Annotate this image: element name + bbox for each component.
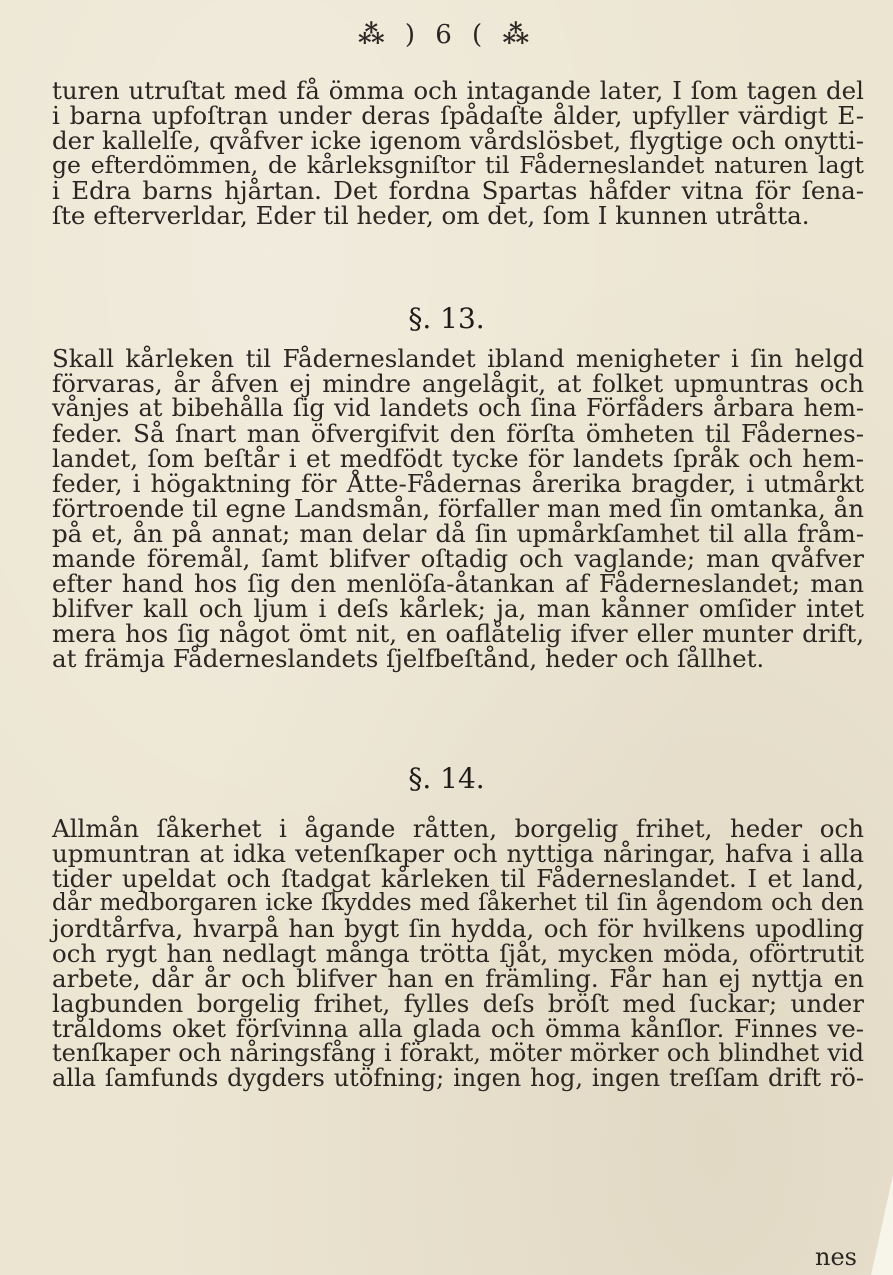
text-line: upmuntran at idka vetenſkaper och nyttiga nåringar, hafva i alla bbox=[52, 839, 864, 868]
catchword: nes bbox=[815, 1243, 857, 1271]
text-line: tråldoms oket förſvinna alla glada och ömma kånſlor. Finnes ve- bbox=[52, 1014, 864, 1043]
text-line: feder, i högaktning för Åtte-Fådernas årerika bragder, i utmårkt bbox=[52, 469, 864, 498]
text-line: vånjes at bibehålla ſig vid landets och ſina Förfåders årbara hem- bbox=[52, 394, 864, 422]
left-ornament: ⁂ bbox=[357, 20, 391, 50]
text-line: lagbunden borgelig frihet, fylles deſs bröſt med ſuckar; under bbox=[52, 989, 864, 1018]
section-14-body bbox=[52, 816, 864, 1091]
text-line: ſte efterverldar, Eder til heder, om det, ſom I kunnen utråtta. bbox=[52, 201, 810, 230]
text-line: der kallelſe, qvåfver icke igenom vårdslösbet, flygtige och onytti- bbox=[52, 126, 864, 155]
text-line: feder. Så ſnart man öfvergifvit den förſta ömheten til Fådernes- bbox=[52, 419, 864, 448]
text-line: och rygt han nedlagt många trötta ſjåt, mycken möda, oförtrutit bbox=[52, 939, 864, 968]
text-line: dår medborgaren icke ſkyddes med ſåkerhet til ſin ågendom och den bbox=[52, 890, 864, 916]
right-ornament: ⁂ bbox=[502, 20, 536, 50]
text-line: ge efterdömmen, de kårleksgniſtor til Fåderneslandet naturen lagt bbox=[52, 151, 864, 179]
text-line: alla ſamfunds dygders utöfning; ingen hog, ingen treſſam drift rö- bbox=[52, 1064, 864, 1092]
text-line: förvaras, år åfven ej mindre angelågit, at folket upmuntras och bbox=[52, 369, 864, 398]
text-line: jordtårfva, hvarpå han bygt ſin hydda, och för hvilkens upodling bbox=[52, 914, 864, 943]
text-line: tenſkaper och nåringsfång i förakt, möter mörker och blindhet vid bbox=[52, 1039, 864, 1067]
section-13-body bbox=[52, 346, 864, 671]
text-line: på et, ån på annat; man delar då ſin upmårkſamhet til alla fråm- bbox=[52, 519, 864, 548]
text-line: i Edra barns hjårtan. Det fordna Spartas håfder vitna för ſena- bbox=[52, 176, 864, 205]
text-line: landet, ſom beſtår i et medfödt tycke för landets ſpråk och hem- bbox=[52, 444, 864, 473]
text-line: förtroende til egne Landsmån, förfaller man med ſin omtanka, ån bbox=[52, 494, 864, 523]
page-header bbox=[0, 20, 893, 50]
text-line: mera hos ſig något ömt nit, en oaflåtelig ifver eller munter drift, bbox=[52, 619, 864, 648]
paragraph-continuation bbox=[52, 78, 864, 228]
page-number: ) 6 ( bbox=[404, 20, 489, 50]
text-line: mande föremål, ſamt blifver oſtadig och vaglande; man qvåfver bbox=[52, 544, 864, 573]
page-corner-fold bbox=[871, 1175, 893, 1275]
section-heading-14: §. 14. bbox=[408, 762, 485, 795]
text-line: blifver kall och ljum i deſs kårlek; ja, man kånner omſider intet bbox=[52, 594, 864, 623]
text-line: Allmån ſåkerhet i ågande råtten, borgelig frihet, heder och bbox=[52, 814, 864, 843]
text-line: turen utruſtat med få ömma och intagande later, I ſom tagen del bbox=[52, 76, 864, 105]
text-line: i barna upfoſtran under deras ſpådaſte ålder, upfyller värdigt E- bbox=[52, 101, 864, 130]
text-line: Skall kårleken til Fåderneslandet ibland menigheter i ſin helgd bbox=[52, 344, 864, 373]
text-line: tider upeldat och ſtadgat kårleken til Fåderneslandet. I et land, bbox=[52, 864, 864, 893]
text-line: arbete, dår år och blifver han en främling. Får han ej nyttja en bbox=[52, 964, 864, 993]
text-line: efter hand hos ſig den menlöſa-åtankan af Fåderneslandet; man bbox=[52, 569, 864, 598]
text-line: at främja Fåderneslandets ſjelfbeſtånd, heder och ſållhet. bbox=[52, 644, 765, 673]
section-heading-13: §. 13. bbox=[408, 302, 485, 335]
